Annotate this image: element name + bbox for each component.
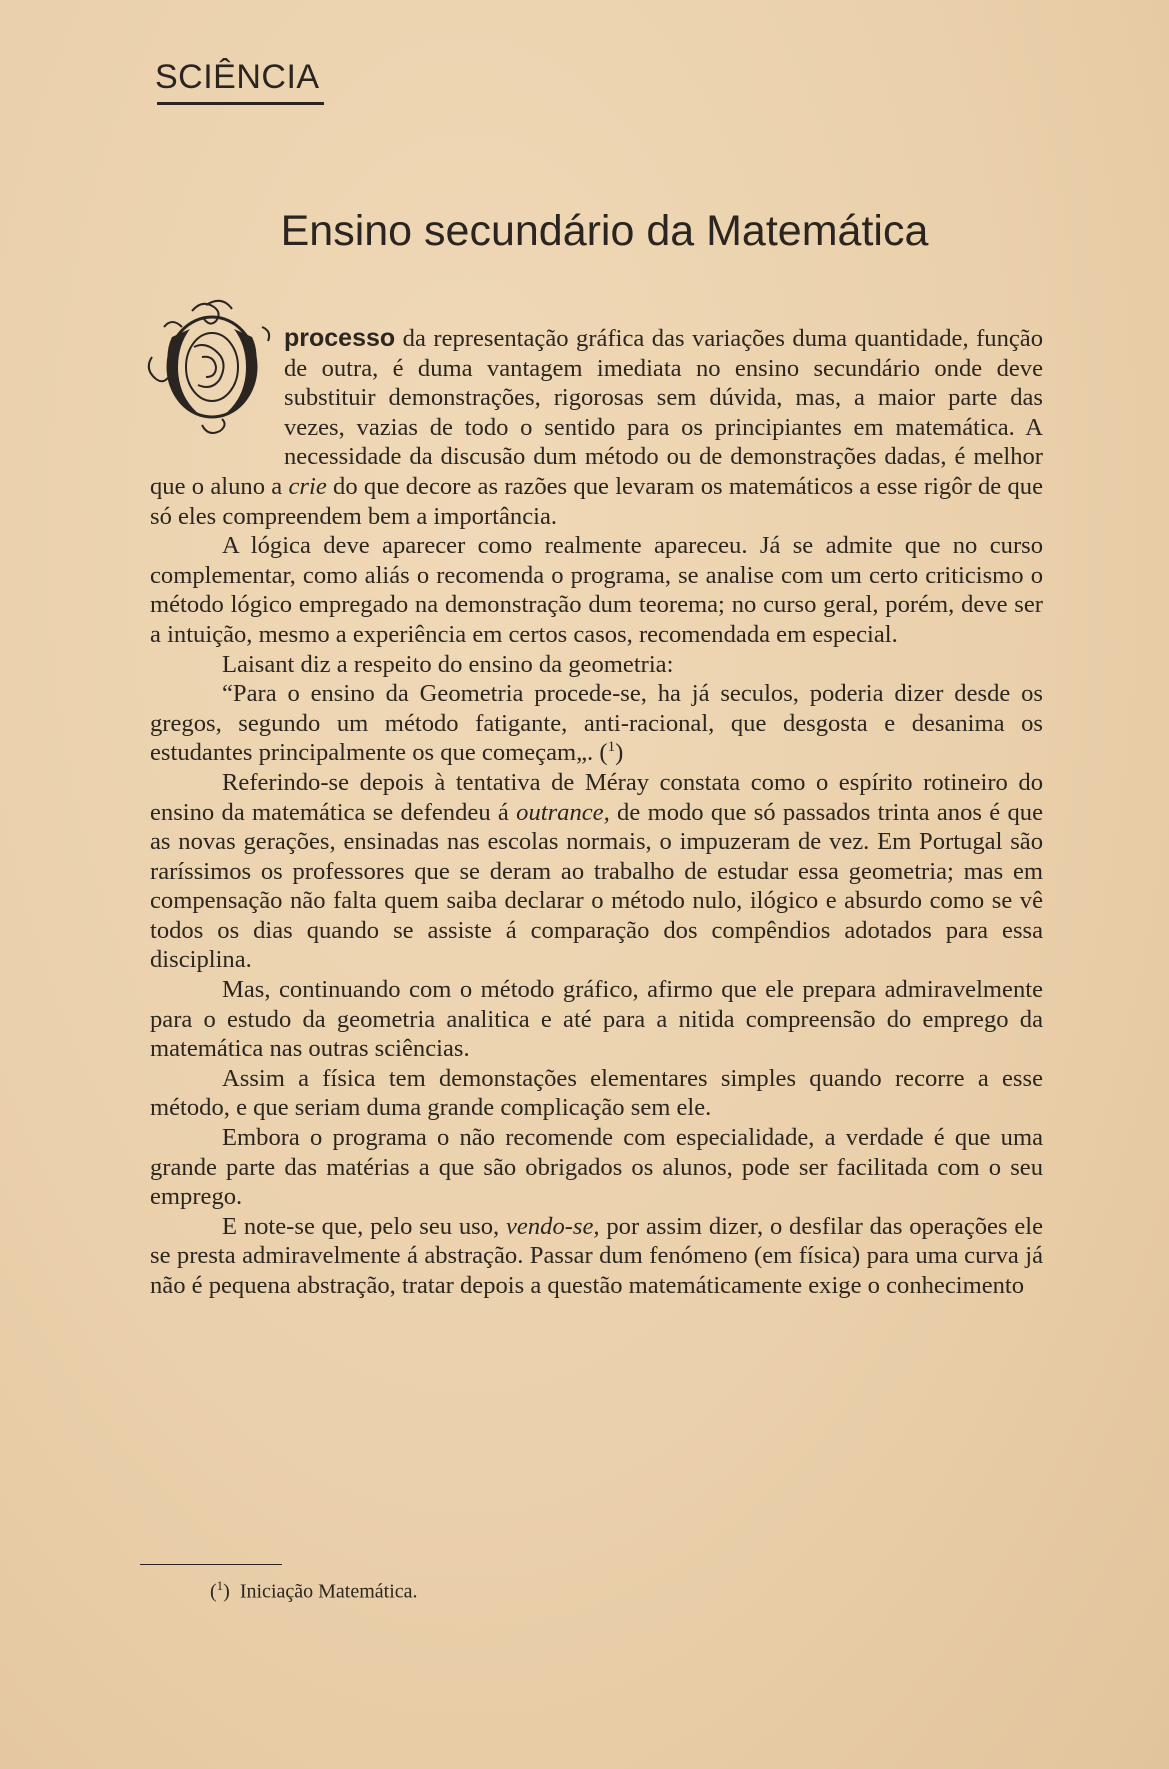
paragraph-5: Referindo-se depois à tentativa de Méray constata como o espírito rotineiro do ensino da matemática se defendeu á outrance, de modo que só passados trinta anos é que as novas gerações, ensinadas nas escolas normais, o impuzeram de vez. Em Portugal são raríssimos os professores que se deram ao trabalho de estudar essa geometria; mas em compensação não falta quem saiba declarar o método nulo, ilógico e absurdo como se vê todos os dias quando se assiste á comparação dos compêndios adotados para essa disciplina.	[150, 768, 1043, 974]
footnote-mark: 1	[216, 1578, 224, 1593]
paragraph-1: processo da representação gráfica das variações duma quantidade, função de outra, é duma vantagem imediata no ensino secundário onde deve substituir demonstrações, rigorosas sem dúvida, mas, a maior parte das vezes, vazias de todo o sentido para os principiantes em matemática. A necessidade da discusão dum método ou de demonstrações dadas, é melhor que o aluno a crie do que decore as razões que levaram os matemáticos a esse rigôr de que só eles compreendem bem a importância.	[150, 324, 1043, 531]
footnote-reference: 1	[607, 739, 616, 756]
paragraph-3: Laisant diz a respeito do ensino da geometria:	[222, 650, 674, 678]
paragraph-2: A lógica deve aparecer como realmente apareceu. Já se admite que no curso complementar, como aliás o recomenda o programa, se analise com um certo criticismo o método lógico empregado na demonstração dum teorema; no curso geral, porém, deve ser a intuição, mesmo a experiência em certos casos, recomendada em especial.	[150, 532, 1043, 648]
emphasis: outrance,	[516, 798, 610, 826]
quotation: “Para o ensino da Geometria procede-se, ha já seculos, poderia dizer desde os gregos, segundo um método fatigante, anti-racional, que desgosta e desanima os estudantes principalmente os que começam„. ($^1$)	[150, 680, 1043, 767]
paragraph-7: Assim a física tem demonstações elementares simples quando recorre a esse método, e que seriam duma grande complicação sem ele.	[150, 1064, 1043, 1122]
lead-word: processo	[284, 324, 396, 352]
emphasis: crie	[288, 472, 327, 500]
paragraph-6: Mas, continuando com o método gráfico, afirmo que ele prepara admiravelmente para o estudo da geometria analitica e até para a nitida compreensão do emprego da matemática nas outras sciências.	[150, 976, 1043, 1063]
footnote-text: Iniciação Matemática.	[239, 1580, 418, 1603]
article-body	[150, 324, 1043, 1301]
section-label: SCIÊNCIA	[155, 58, 320, 96]
footnote: ($^1$) Iniciação Matemática.	[210, 1578, 418, 1603]
section-underline	[157, 102, 324, 105]
decorative-initial-o-icon	[142, 297, 276, 443]
paragraph-9: E note-se que, pelo seu uso, vendo-se, por assim dizer, o desfilar das operações ele se presta admiravelmente á abstração. Passar dum fenómeno (em física) para uma curva já não é pequena abstração, tratar depois a questão matemáticamente exige o conhecimento	[150, 1212, 1043, 1299]
paragraph-8: Embora o programa o não recomende com especialidade, a verdade é que uma grande parte das matérias a que são obrigados os alunos, pode ser facilitada com o seu emprego.	[150, 1124, 1043, 1211]
footnote-separator	[140, 1564, 282, 1565]
emphasis: vendo-se,	[506, 1212, 600, 1240]
article-title: Ensino secundário da Matemática	[280, 207, 929, 255]
